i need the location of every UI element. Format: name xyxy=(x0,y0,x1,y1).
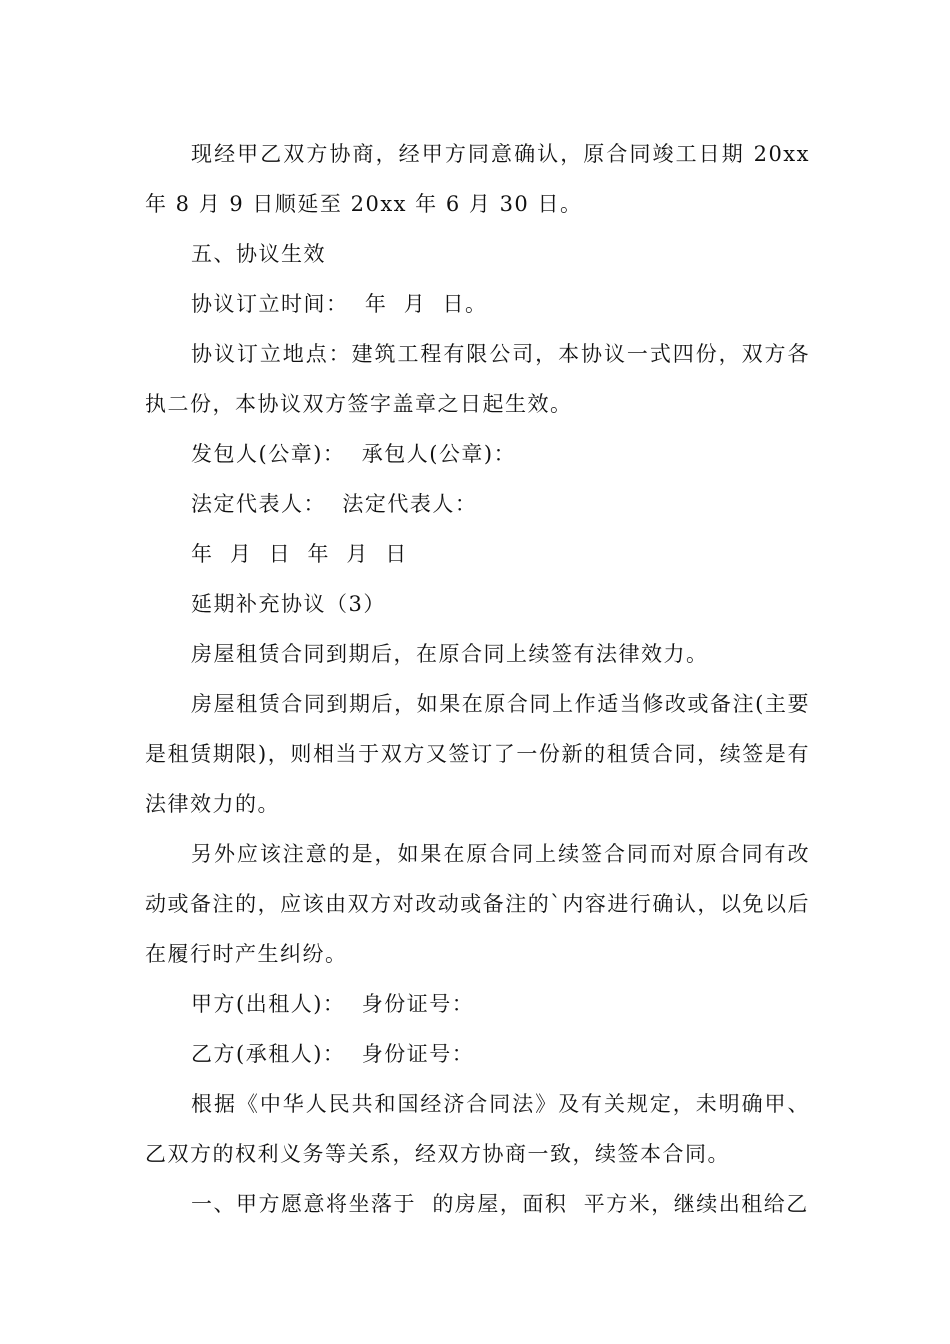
paragraph-legal-basis: 根据《中华人民共和国经济合同法》及有关规定，未明确甲、乙双方的权利义务等关系，经双方协商一致，续签本合同。 xyxy=(145,1092,810,1166)
document-body xyxy=(145,129,819,1229)
document-title-extension-agreement-3: 延期补充协议（3） xyxy=(191,592,386,616)
paragraph-agreement-date: 协议订立时间： 年 月 日。 xyxy=(191,292,488,316)
section-heading-agreement-effect: 五、协议生效 xyxy=(191,242,326,266)
paragraph-agreement-place: 协议订立地点：建筑工程有限公司，本协议一式四份，双方各执二份，本协议双方签字盖章之日起生效。 xyxy=(145,342,810,416)
paragraph-renewal-note: 另外应该注意的是，如果在原合同上续签合同而对原合同有改动或备注的，应该由双方对改动或备注的`内容进行确认，以免以后在履行时产生纠纷。 xyxy=(145,842,810,966)
paragraph-completion-date-extension: 现经甲乙双方协商，经甲方同意确认，原合同竣工日期 20xx 年 8 月 9 日顺延至 20xx 年 6 月 30 日。 xyxy=(145,142,819,216)
party-b-line: 乙方(承租人)： 身份证号： xyxy=(191,1042,475,1066)
signature-line-seals: 发包人(公章)： 承包人(公章)： xyxy=(191,442,517,466)
party-a-line: 甲方(出租人)： 身份证号： xyxy=(191,992,475,1016)
signature-line-representatives: 法定代表人： 法定代表人： xyxy=(191,492,478,516)
paragraph-renewal-modification: 房屋租赁合同到期后，如果在原合同上作适当修改或备注(主要是租赁期限)，则相当于双方又签订了一份新的租赁合同，续签是有法律效力的。 xyxy=(145,692,810,816)
signature-line-dates: 年 月 日 年 月 日 xyxy=(191,542,408,566)
clause-one-property: 一、甲方愿意将坐落于 的房屋，面积 平方米，继续出租给乙 xyxy=(191,1192,809,1216)
paragraph-renewal-validity: 房屋租赁合同到期后，在原合同上续签有法律效力。 xyxy=(191,642,709,666)
